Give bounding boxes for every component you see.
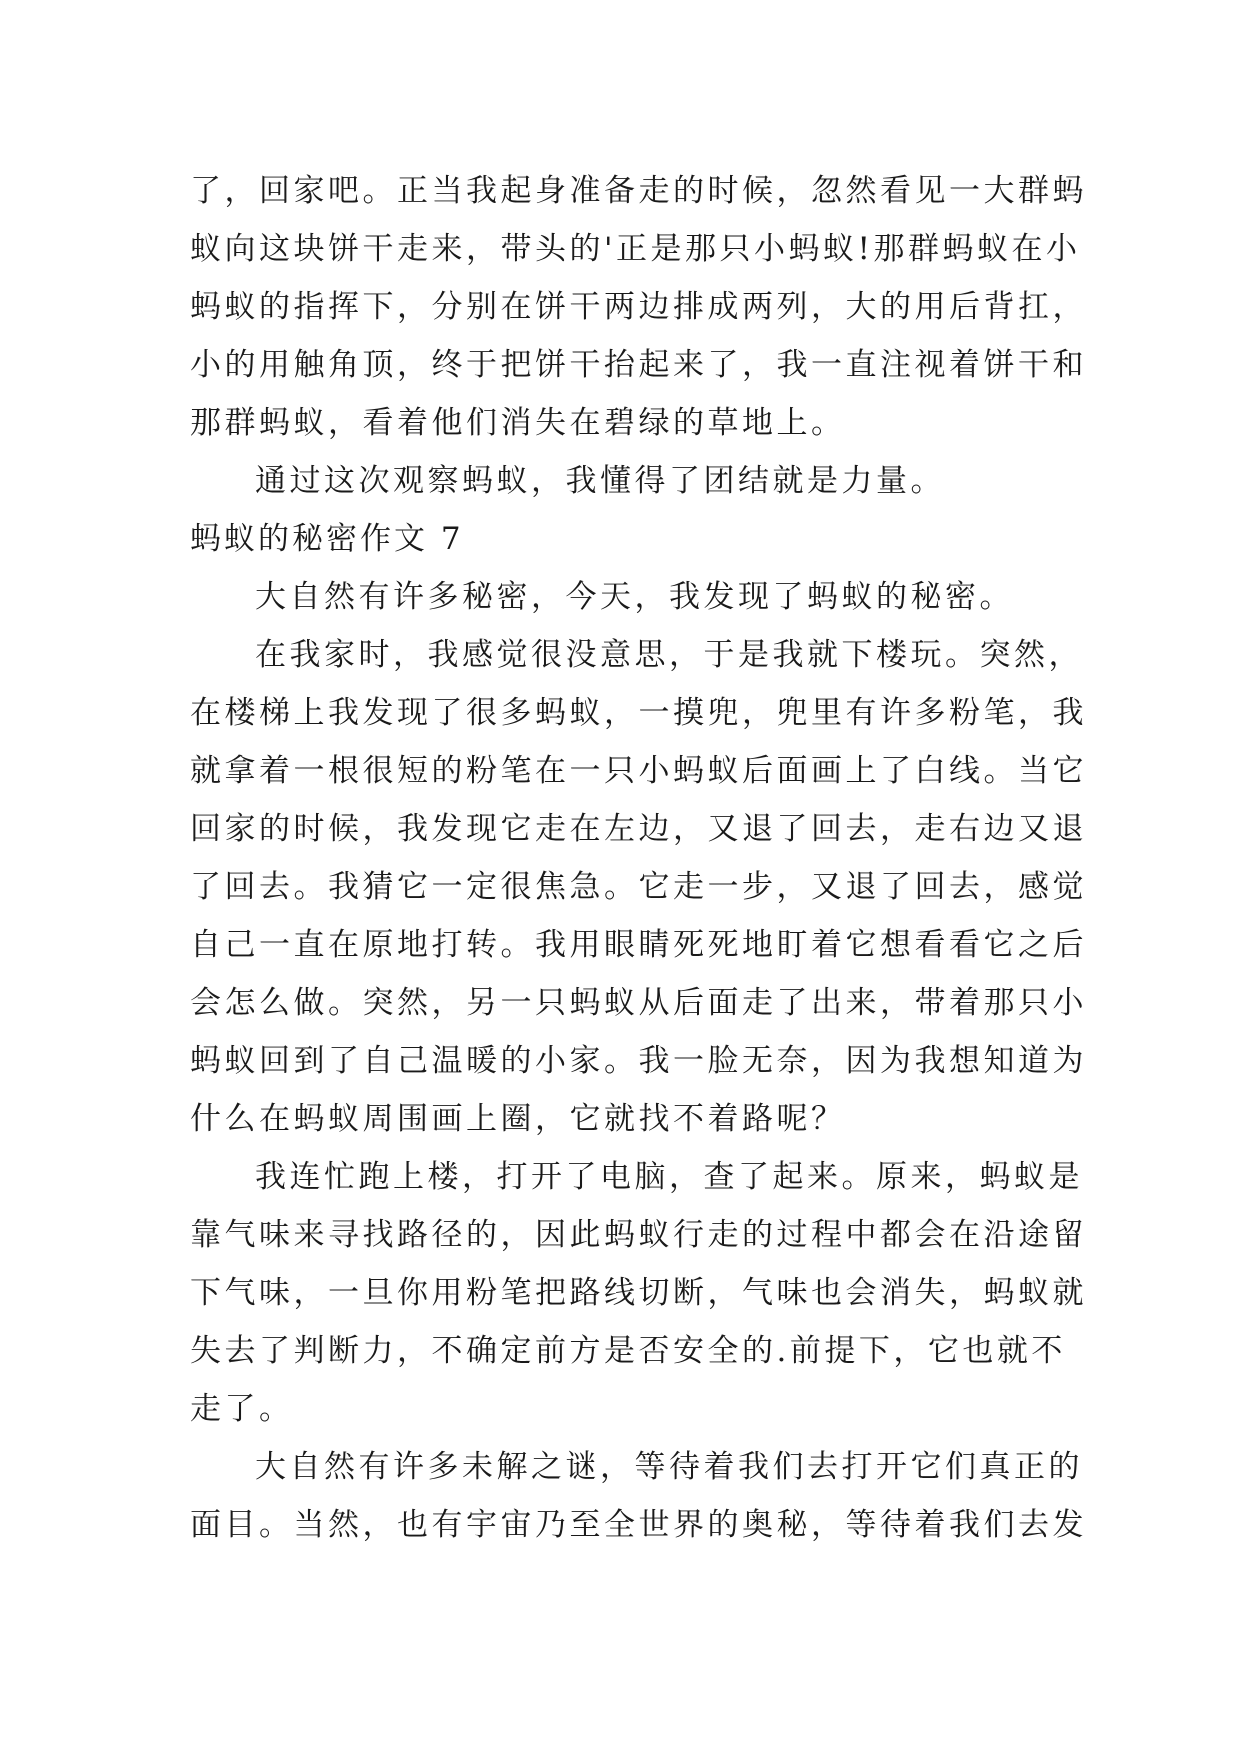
text-line: 回家的时候，我发现它走在左边，又退了回去，走右边又退 [190,811,1087,847]
text-line: 蚁向这块饼干走来，带头的'正是那只小蚂蚁!那群蚂蚁在小 [190,231,1081,267]
text-line: 失去了判断力，不确定前方是否安全的.前提下，它也就不 [190,1333,1066,1369]
text-line: 我连忙跑上楼，打开了电脑，查了起来。原来，蚂蚁是 [255,1159,1083,1195]
text-line: 了，回家吧。正当我起身准备走的时候，忽然看见一大群蚂 [190,173,1087,209]
text-line: 蚂蚁回到了自己温暖的小家。我一脸无奈，因为我想知道为 [190,1043,1087,1079]
text-line: 了回去。我猜它一定很焦急。它走一步，又退了回去，感觉 [190,869,1087,905]
document-body [190,162,1087,1554]
text-line: 下气味，一旦你用粉笔把路线切断，气味也会消失，蚂蚁就 [190,1275,1087,1311]
section-heading: 蚂蚁的秘密作文 7 [190,521,464,557]
text-line: 面目。当然，也有宇宙乃至全世界的奥秘，等待着我们去发 [190,1507,1087,1543]
text-line: 小的用触角顶，终于把饼干抬起来了，我一直注视着饼干和 [190,347,1087,383]
text-line: 就拿着一根很短的粉笔在一只小蚂蚁后面画上了白线。当它 [190,753,1087,789]
text-line: 什么在蚂蚁周围画上圈，它就找不着路呢？ [190,1101,846,1137]
text-line: 大自然有许多秘密，今天，我发现了蚂蚁的秘密。 [255,579,1014,615]
text-line: 在楼梯上我发现了很多蚂蚁，一摸兜，兜里有许多粉笔，我 [190,695,1087,731]
text-line: 靠气味来寻找路径的，因此蚂蚁行走的过程中都会在沿途留 [190,1217,1087,1253]
text-line: 自己一直在原地打转。我用眼睛死死地盯着它想看看它之后 [190,927,1087,963]
text-line: 通过这次观察蚂蚁，我懂得了团结就是力量。 [255,463,945,499]
text-line: 在我家时，我感觉很没意思，于是我就下楼玩。突然， [255,637,1083,673]
text-line: 那群蚂蚁，看着他们消失在碧绿的草地上。 [190,405,846,441]
text-line: 走了。 [190,1391,294,1427]
text-line: 大自然有许多未解之谜，等待着我们去打开它们真正的 [255,1449,1083,1485]
text-line: 蚂蚁的指挥下，分别在饼干两边排成两列，大的用后背扛， [190,289,1087,325]
text-line: 会怎么做。突然，另一只蚂蚁从后面走了出来，带着那只小 [190,985,1087,1021]
